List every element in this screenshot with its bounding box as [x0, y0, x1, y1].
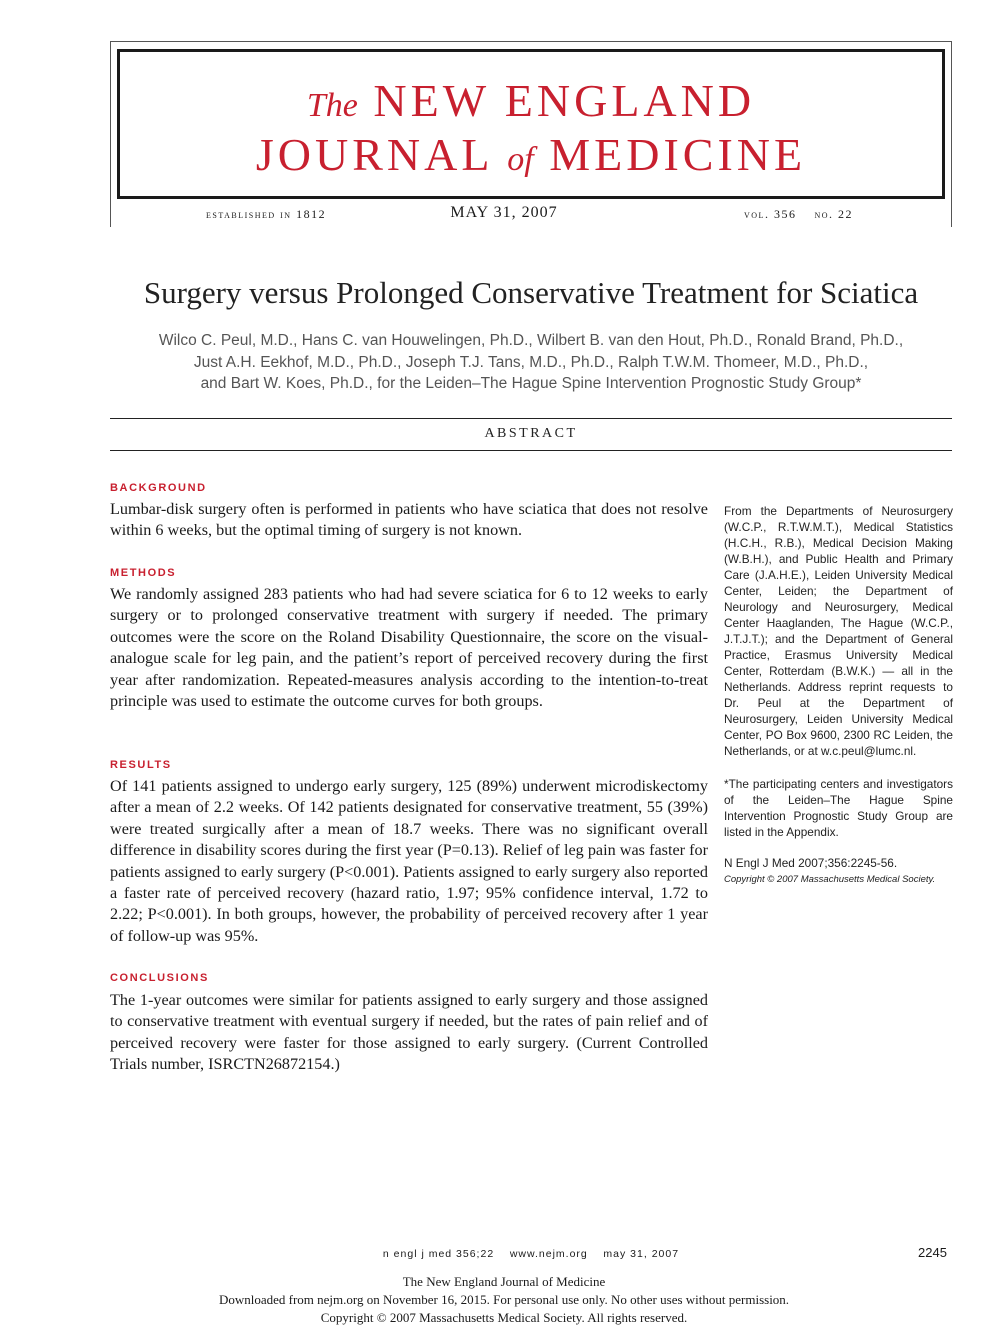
- issue-number: no. 22: [814, 207, 854, 221]
- citation: N Engl J Med 2007;356:2245-56.: [724, 856, 898, 870]
- volume: vol. 356: [744, 207, 797, 221]
- masthead-medicine: MEDICINE: [549, 129, 807, 180]
- author-line: Wilco C. Peul, M.D., Hans C. van Houwelingen, Ph.D., Wilbert B. van den Hout, Ph.D., Ronald Brand, Ph.D.,: [158, 332, 904, 349]
- issue-date: MAY 31, 2007: [450, 204, 558, 221]
- abstract-label: ABSTRACT: [484, 426, 578, 441]
- masthead-the: The: [306, 87, 358, 124]
- masthead-journal: JOURNAL: [255, 129, 492, 180]
- masthead-line-2: [120, 128, 942, 181]
- established-line: established in 1812: [206, 207, 327, 221]
- author-affiliations: From the Departments of Neurosurgery (W.C.P., R.T.W.M.T.), Medical Statistics (H.C.H., R.B.), Medical Decision Making (W.B.H.), and Public Health and Primary Care (J.A.H.E.), Leiden University Medical Center, Leiden; the Department of Neurology and Neurosurgery, Medical Center Haaglanden, The Hague (W.C.P., J.T.J.T.); and the Department of General Practice, Erasmus University Medical Center, Rotterdam (B.W.K.) — all in the Netherlands. Address reprint requests to Dr. Peul at the Department of Neurosurgery, Leiden University Medical Center, PO Box 9600, 2300 RC Leiden, the Netherlands, or at w.c.peul@lumc.nl.: [724, 504, 953, 758]
- download-notice: Downloaded from nejm.org on November 16, 2015. For personal use only. No other uses without permission.: [218, 1292, 790, 1307]
- article-title: Surgery versus Prolonged Conservative Treatment for Sciatica: [143, 275, 919, 310]
- copyright-notice: Copyright © 2007 Massachusetts Medical Society.: [724, 874, 936, 885]
- results-text: Of 141 patients assigned to undergo early surgery, 125 (89%) underwent microdiskectomy after a mean of 2.2 weeks. Of 142 patients designated for conservative treatment, 55 (39%) were treated surgically after a mean of 18.7 weeks. There was no significant overall difference in disability scores during the first year (P=0.13). Relief of leg pain was faster for patients assigned to early surgery (P<0.001). Patients assigned to early surgery also reported a faster rate of perceived recovery (hazard ratio, 1.97; 95% confidence interval, 1.72 to 2.22; P<0.001). In both groups, however, the probability of perceived recovery after 1 year of follow-up was 95%.: [110, 777, 708, 945]
- abstract-rule-bottom: [110, 450, 952, 451]
- masthead-of: of: [507, 141, 534, 178]
- abstract-rule-top: [110, 418, 952, 419]
- author-list: [110, 330, 952, 395]
- volume-number: [744, 207, 853, 222]
- study-group-footnote: *The participating centers and investigators of the Leiden–The Hague Spine Intervention Prognostic Study Group are listed in the Appendix.: [724, 777, 953, 839]
- conclusions-text: The 1-year outcomes were similar for patients assigned to early surgery and those assigned to conservative treatment with eventual surgery if needed, but the rates of pain relief and of perceived recovery were faster for those assigned to early surgery. (Current Controlled Trials number, ISRCTN26872154.): [110, 991, 708, 1074]
- masthead-line-1: [120, 74, 942, 127]
- download-copyright: Copyright © 2007 Massachusetts Medical Society. All rights reserved.: [320, 1310, 688, 1325]
- author-line: and Bart W. Koes, Ph.D., for the Leiden–The Hague Spine Intervention Prognostic Study Group*: [200, 375, 862, 392]
- methods-text: We randomly assigned 283 patients who had had severe sciatica for 6 to 12 weeks to early surgery or to prolonged conservative treatment with surgery if needed. The primary outcomes were the score on the Roland Disability Questionnaire, the score on the visual-analogue scale for leg pain, and the patient’s report of perceived recovery during the first year after randomization. Repeated-measures analysis according to the intention-to-treat principle was used to estimate the outcome curves for both groups.: [110, 585, 708, 711]
- results-heading: RESULTS: [110, 759, 172, 771]
- background-text: Lumbar-disk surgery often is performed in patients who have sciatica that does not resolve within 6 weeks, but the optimal timing of surgery is not known.: [110, 500, 708, 540]
- page-number: 2245: [918, 1245, 947, 1260]
- journal-masthead: [117, 49, 945, 199]
- download-journal-name: The New England Journal of Medicine: [402, 1274, 606, 1289]
- conclusions-heading: CONCLUSIONS: [110, 972, 209, 984]
- running-footer: n engl j med 356;22 www.nejm.org may 31, 2007: [382, 1248, 680, 1260]
- masthead-new-england: NEW ENGLAND: [373, 75, 756, 126]
- background-heading: BACKGROUND: [110, 482, 207, 494]
- author-line: Just A.H. Eekhof, M.D., Ph.D., Joseph T.J. Tans, M.D., Ph.D., Ralph T.W.M. Thomeer, M.D., Ph.D.,: [193, 353, 869, 371]
- methods-heading: METHODS: [110, 567, 177, 579]
